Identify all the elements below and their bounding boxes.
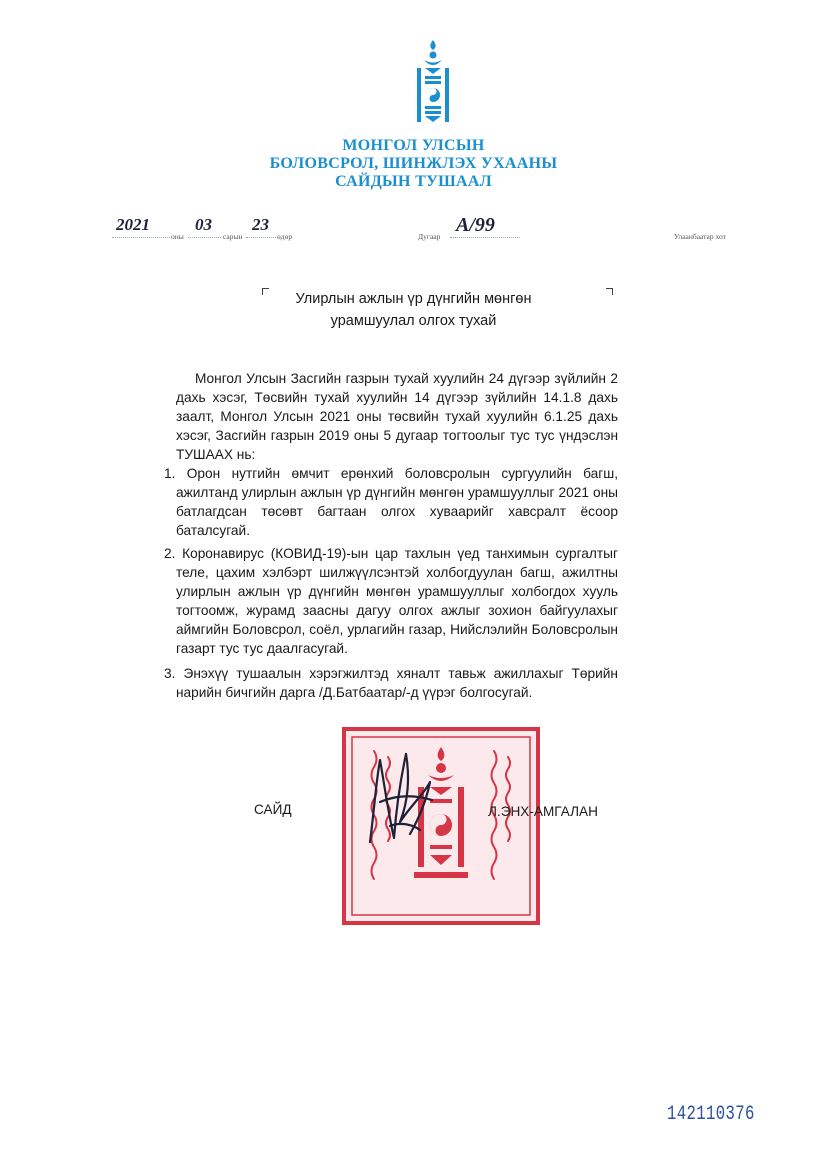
city: Улаанбаатар хот xyxy=(674,232,726,241)
month-label: сарын xyxy=(223,232,243,241)
signatory-name: Л.ЭНХ-АМГАЛАН xyxy=(488,804,598,819)
year-underline xyxy=(112,236,170,238)
header-doc-type: САЙДЫН ТУШААЛ xyxy=(335,173,492,190)
day-underline xyxy=(246,236,276,238)
header-ministry: БОЛОВСРОЛ, ШИНЖЛЭХ УХААНЫ xyxy=(269,155,558,172)
date-day: 23 xyxy=(252,215,269,234)
month-underline xyxy=(188,236,221,238)
header-country: МОНГОЛ УЛСЫН xyxy=(342,137,485,154)
intro-paragraph: Монгол Улсын Засгийн газрын тухай хуулийн 24 дүгээр зүйлийн 2 дахь хэсэг, Төсвийн тухай хуулийн 14 дүгээр зүйлийн 14.1.8 дахь заалт, Монгол Улсын 2021 оны төсвийн тухай хуулийн 6.1.25 дахь хэсэг, Засгийн газрын 2019 оны 5 дугаар тогтоолыг тус тус үндэслэн ТУШААХ нь: xyxy=(176,371,618,462)
handwritten-signature-icon xyxy=(360,742,440,852)
date-year: 2021 xyxy=(116,215,150,234)
day-label: өдөр xyxy=(277,232,293,241)
document-number: А/99 xyxy=(456,214,495,236)
order-item-1: 1. Орон нутгийн өмчит ерөнхий боловсролын сургуулийн багш, ажилтанд улирлын ажлын үр дүнгийн мөнгөн урамшууллыг 2021 оны батлагдсан төсөвт багтаан олгох хуваарийг хавсралт ёсоор баталсугай. xyxy=(164,466,618,538)
order-item-2: 2. Коронавирус (КОВИД-19)-ын цар тахлын үед танхимын сургалтыг теле, цахим хэлбэрт шилжүүлсэнтэй холбогдуулан багш, ажилтны улирлын ажлын үр дүнгийн мөнгөн урамшууллыг холбогдох хууль тогтоомж, журамд заасны дагуу олгох ажлыг зохион байгуулахыг аймгийн Боловсрол, соёл, урлагийн газар, Нийслэлийн Боловсролын газарт тус тус даалгасугай. xyxy=(164,546,618,656)
order-item-3: 3. Энэхүү тушаалын хэрэгжилтэд хяналт тавьж ажиллахыг Төрийн нарийн бичгийн дарга /Д.Батбаатар/-д үүрэг болгосугай. xyxy=(164,666,618,700)
serial-number: 142110376 xyxy=(667,1103,755,1126)
year-label: оны xyxy=(171,232,184,241)
soyombo-emblem-icon xyxy=(413,38,453,126)
document-title-line2: урамшуулал олгох тухай xyxy=(330,313,497,329)
signatory-title: САЙД xyxy=(254,802,292,817)
number-label: Дугаар xyxy=(418,232,441,241)
date-month: 03 xyxy=(195,215,212,234)
document-title-line1: Улирлын ажлын үр дүнгийн мөнгөн xyxy=(295,291,532,307)
